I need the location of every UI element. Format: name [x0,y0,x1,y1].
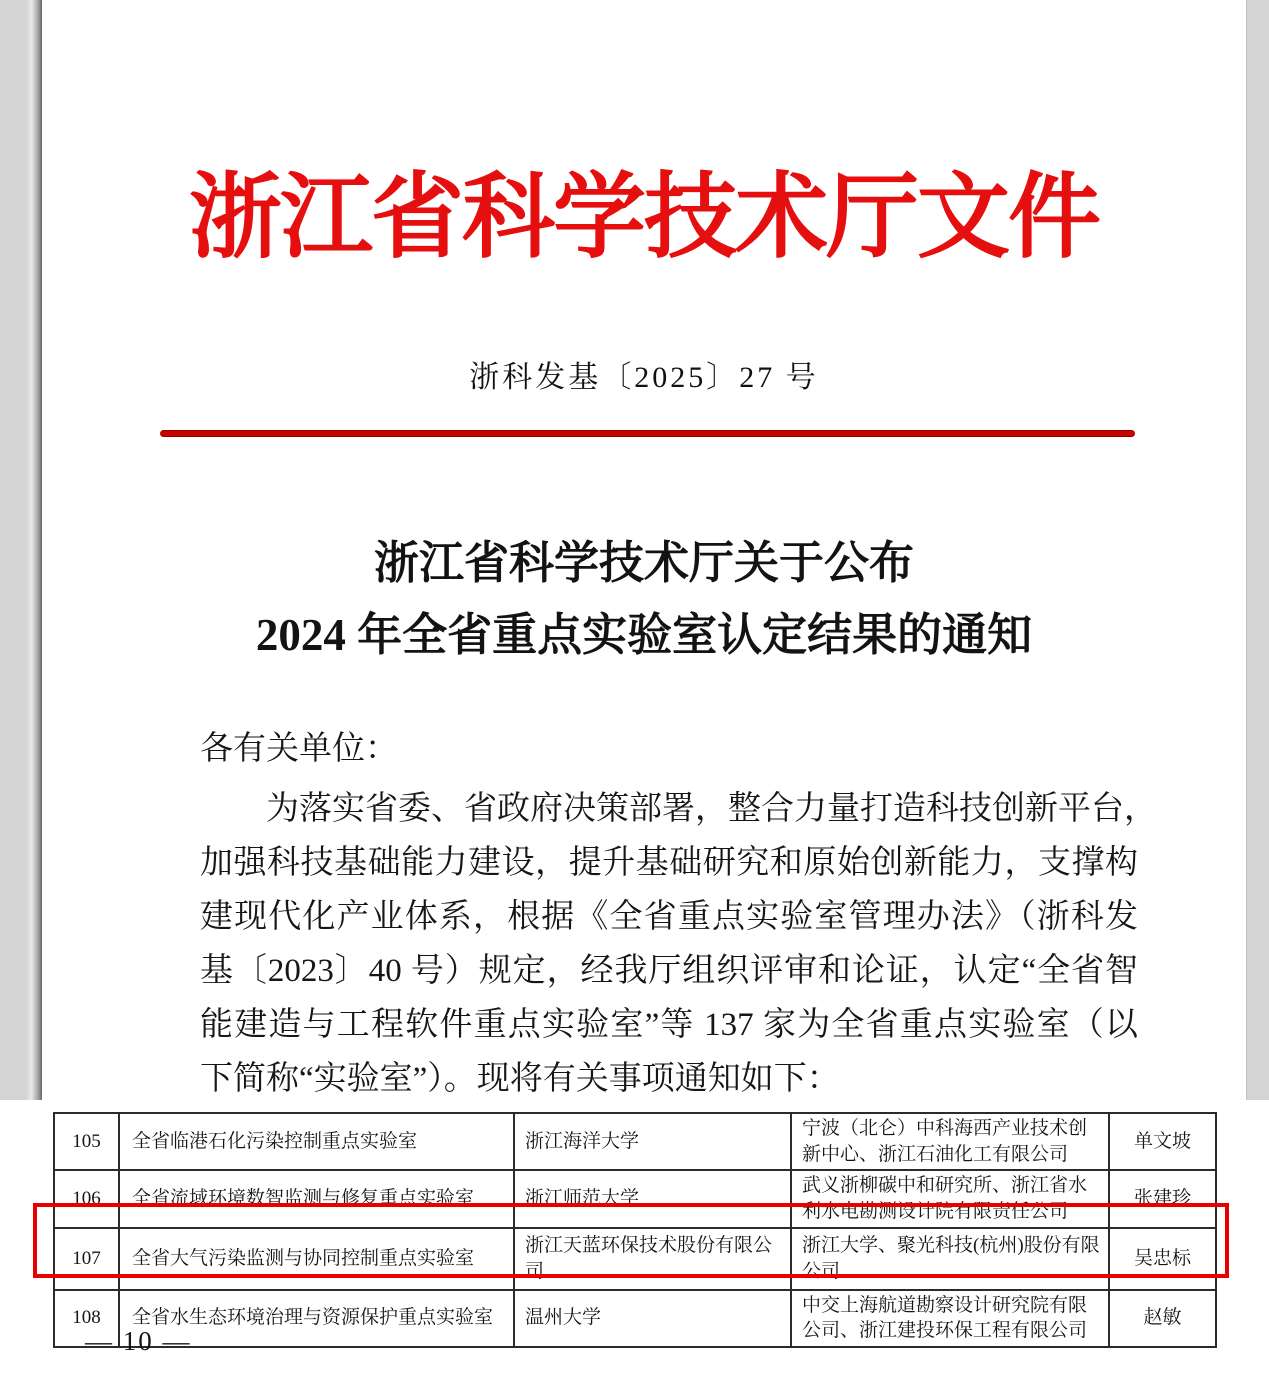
table-row [54,1113,1216,1170]
partner-units-cell: 中交上海航道勘察设计研究院有限公司、浙江建投环保工程有限公司 [791,1290,1109,1347]
host-unit-cell: 浙江海洋大学 [514,1113,791,1170]
document-header-title: 浙江省科学技术厅文件 [189,167,1099,270]
body-line: 建现代化产业体系，根据《全省重点实验室管理办法》（浙科发 [200,899,1138,935]
host-unit-cell: 浙江天蓝环保技术股份有限公司 [514,1228,791,1290]
salutation: 各有关单位： [200,731,398,767]
document-page [42,0,1247,1100]
body-line: 加强科技基础能力建设，提升基础研究和原始创新能力，支撑构 [200,845,1138,881]
row-number-cell: 107 [54,1228,119,1290]
notice-title-line1: 浙江省科学技术厅关于公布 [373,538,914,588]
director-cell: 单文坡 [1109,1113,1216,1170]
laboratory-table [53,1112,1217,1348]
document-number: 浙科发基〔2025〕27 号 [469,361,819,394]
host-unit-cell: 浙江师范大学 [514,1170,791,1227]
row-number-cell: 108 [54,1290,119,1347]
page-edge-shadow [26,0,42,1100]
director-cell: 吴忠标 [1109,1228,1216,1290]
host-unit-cell: 温州大学 [514,1290,791,1347]
body-line: 为落实省委、省政府决策部署，整合力量打造科技创新平台， [266,791,1157,827]
table-row [54,1170,1216,1227]
laboratory-table-section [0,1100,1269,1386]
body-paragraph [200,782,1157,1106]
lab-name-cell: 全省临港石化污染控制重点实验室 [119,1113,514,1170]
director-cell: 赵敏 [1109,1290,1216,1347]
lab-name-cell: 全省水生态环境治理与资源保护重点实验室 [119,1290,514,1347]
red-separator-line [160,430,1135,437]
partner-units-cell: 浙江大学、聚光科技(杭州)股份有限公司 [791,1228,1109,1290]
partner-units-cell: 武义浙柳碳中和研究所、浙江省水利水电勘测设计院有限责任公司 [791,1170,1109,1227]
lab-name-cell: 全省大气污染监测与协同控制重点实验室 [119,1228,514,1290]
table-row-highlighted [54,1228,1216,1290]
page-number: — 10 — [85,1326,192,1356]
body-line: 下简称“实验室”）。现将有关事项通知如下： [200,1061,840,1097]
table-row [54,1290,1216,1347]
director-cell: 张建珍 [1109,1170,1216,1227]
body-line: 能建造与工程软件重点实验室”等 137 家为全省重点实验室（以 [200,1007,1138,1043]
partner-units-cell: 宁波（北仑）中科海西产业技术创新中心、浙江石油化工有限公司 [791,1113,1109,1170]
row-number-cell: 105 [54,1113,119,1170]
row-number-cell: 106 [54,1170,119,1227]
lab-name-cell: 全省流域环境数智监测与修复重点实验室 [119,1170,514,1227]
body-line: 基〔2023〕40 号）规定，经我厅组织评审和论证，认定“全省智 [200,953,1138,989]
notice-title-line2: 2024 年全省重点实验室认定结果的通知 [255,610,1033,660]
